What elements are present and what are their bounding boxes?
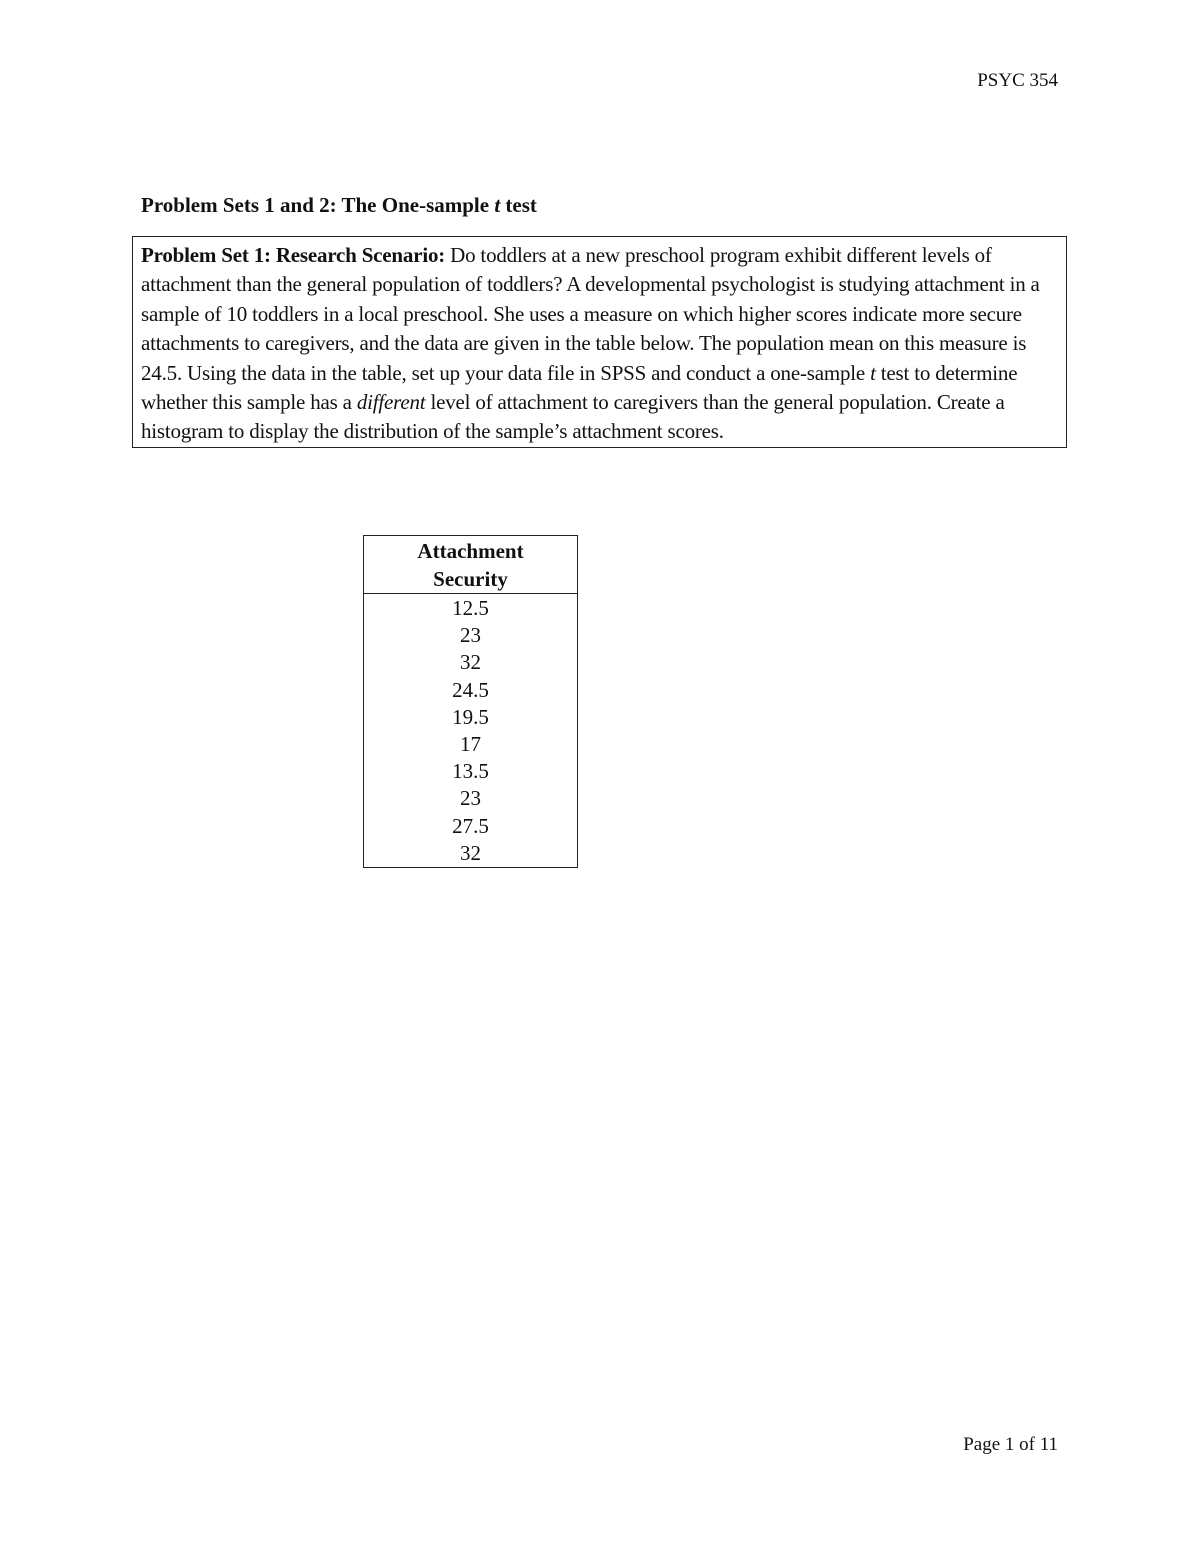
table-cell: 19.5 xyxy=(452,704,489,729)
table-header xyxy=(364,536,577,594)
scenario-text-1: Do toddlers at a new preschool program exhibit different levels of attachment than the general population of toddlers? A developmental psychologist is studying attachment in a sample of 10 toddlers in a local preschool. She uses a measure on which higher scores indicate more secure attachments to caregivers, and the data are given in the table below. The population mean on this measure is 24.5. Using the data in the table, set up your data file in SPSS and conduct a one-sample xyxy=(141,243,1040,385)
page-title xyxy=(141,193,537,218)
table-header-line-1: Attachment xyxy=(417,539,524,563)
table-header-line-2: Security xyxy=(433,567,508,591)
table-cell: 12.5 xyxy=(452,596,489,620)
page-number: Page 1 of 11 xyxy=(963,1434,1058,1455)
table-cell: 32 xyxy=(460,840,481,865)
course-code: PSYC 354 xyxy=(977,70,1058,91)
scenario-text-3: level of attachment to caregivers than the general population. Create a histogram to display the distribution of the sample’s attachment scores. xyxy=(141,390,1005,444)
title-text-post: test xyxy=(500,193,537,217)
title-text-italic: t xyxy=(494,193,501,217)
scenario-lead: Problem Set 1: Research Scenario: xyxy=(141,243,446,267)
title-text-pre: Problem Sets 1 and 2: The One-sample xyxy=(141,193,495,217)
scenario-text-2: test to determine whether this sample has a xyxy=(141,360,1018,415)
table-cell: 23 xyxy=(460,786,481,811)
table-cell: 17 xyxy=(460,731,481,756)
table-body xyxy=(364,594,577,867)
table-cell: 27.5 xyxy=(452,813,489,838)
scenario-italic-different: different xyxy=(356,390,426,415)
table-cell: 32 xyxy=(460,650,481,675)
table-cell: 24.5 xyxy=(452,677,489,702)
table-cell: 13.5 xyxy=(452,759,489,784)
table-cell: 23 xyxy=(460,623,481,648)
research-scenario-box xyxy=(132,236,1067,448)
attachment-data-table xyxy=(363,535,578,868)
scenario-italic-t: t xyxy=(870,360,876,385)
